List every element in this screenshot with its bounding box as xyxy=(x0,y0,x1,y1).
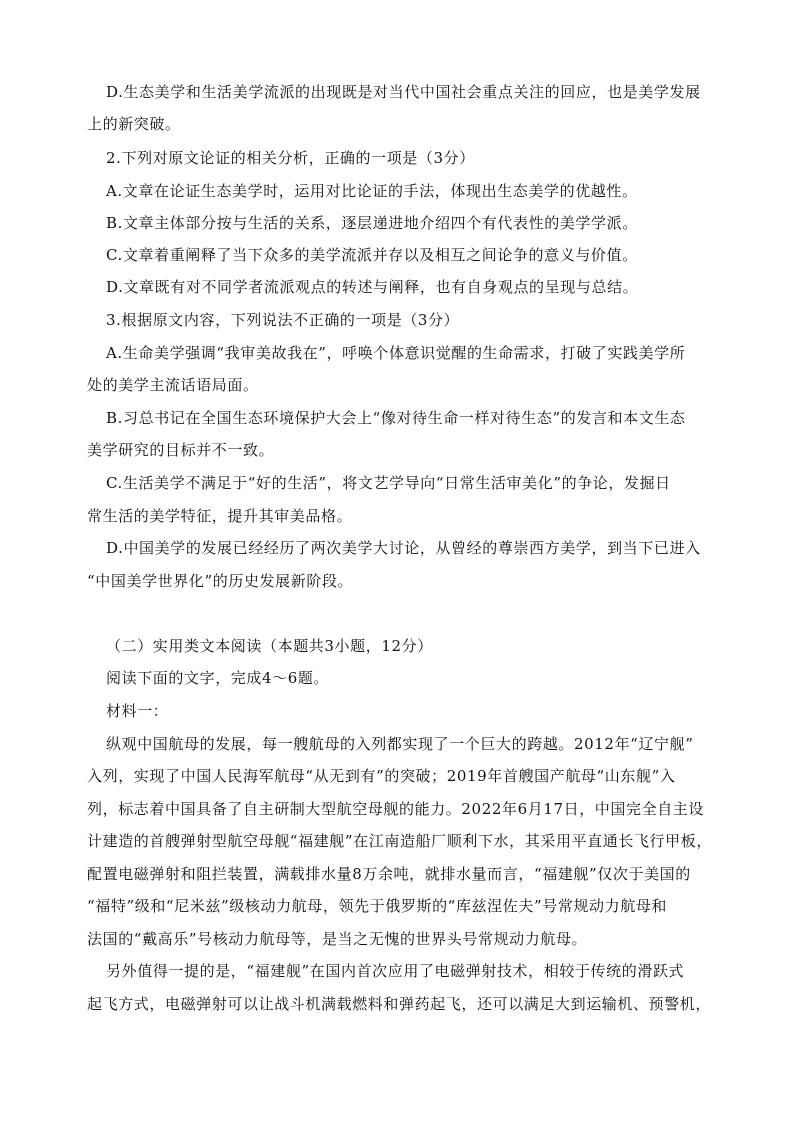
q2-option-b: B.文章主体部分按与生活的关系，逐层递进地介绍四个有代表性的美学学派。 xyxy=(106,214,638,232)
paragraph-1-line-7: 法国的“戴高乐”号核动力航母等，是当之无愧的世界头号常规动力航母。 xyxy=(87,930,588,948)
q3-option-d-line-1: D.中国美学的发展已经经历了两次美学大讨论，从曾经的尊崇西方美学，到当下已进入 xyxy=(106,539,701,557)
section-title: （二）实用类文本阅读（本题共3小题，12分） xyxy=(106,637,433,655)
option-d-line-1: D.生态美学和生活美学流派的出现既是对当代中国社会重点关注的回应，也是美学发展 xyxy=(106,83,701,101)
q3-option-c-line-1: C.生活美学不满足于“好的生活”，将文艺学导向“日常生活审美化”的争论，发掘日 xyxy=(106,474,671,492)
q3-option-a-line-1: A.生命美学强调“我审美故我在”，呼唤个体意识觉醒的生命需求，打破了实践美学所 xyxy=(106,344,686,362)
q3-option-d-line-2: “中国美学世界化”的历史发展新阶段。 xyxy=(87,572,354,590)
reading-instruction: 阅读下面的文字，完成4～6题。 xyxy=(106,669,330,687)
option-d-line-2: 上的新突破。 xyxy=(87,115,181,133)
q3-option-c-line-2: 常生活的美学特征，提升其审美品格。 xyxy=(87,507,353,525)
paragraph-1-line-6: “福特”级和“尼米兹”级核动力航母，领先于俄罗斯的“库兹涅佐夫”号常规动力航母和 xyxy=(87,897,668,915)
q3-option-b-line-1: B.习总书记在全国生态环境保护大会上“像对待生命一样对待生态”的发言和本文生态 xyxy=(106,409,686,427)
paragraph-1-line-4: 计建造的首艘弹射型航空母舰“福建舰”在江南造船厂顺利下水，其采用平直通长飞行甲板， xyxy=(87,832,712,850)
paragraph-1-line-5: 配置电磁弹射和阻拦装置，满载排水量8万余吨，就排水量而言，“福建舰”仅次于美国的 xyxy=(87,865,691,883)
paragraph-2-line-1: 另外值得一提的是，“福建舰”在国内首次应用了电磁弹射技术，相较于传统的滑跃式 xyxy=(106,962,685,980)
q2-option-d: D.文章既有对不同学者流派观点的转述与阐释，也有自身观点的呈现与总结。 xyxy=(106,278,639,296)
paragraph-2-line-2: 起飞方式，电磁弹射可以让战斗机满载燃料和弹药起飞，还可以满足大到运输机、预警机， xyxy=(87,995,712,1013)
question-2: 2.下列对原文论证的相关分析，正确的一项是（3分） xyxy=(106,149,475,167)
paragraph-1-line-3: 列，标志着中国具备了自主研制大型航空母舰的能力。2022年6月17日，中国完全自主设 xyxy=(87,800,705,818)
paragraph-1-line-1: 纵观中国航母的发展，每一艘航母的入列都实现了一个巨大的跨越。2012年“辽宁舰” xyxy=(106,735,694,753)
material-one-heading: 材料一： xyxy=(106,702,169,720)
q3-option-a-line-2: 处的美学主流话语局面。 xyxy=(87,376,259,394)
q2-option-c: C.文章着重阐释了当下众多的美学流派并存以及相互之间论争的意义与价值。 xyxy=(106,246,638,264)
q3-option-b-line-2: 美学研究的目标并不一致。 xyxy=(87,441,275,459)
question-3: 3.根据原文内容，下列说法不正确的一项是（3分） xyxy=(106,311,460,329)
q2-option-a: A.文章在论证生态美学时，运用对比论证的手法，体现出生态美学的优越性。 xyxy=(106,182,638,200)
paragraph-1-line-2: 入列，实现了中国人民海军航母“从无到有”的突破；2019年首艘国产航母“山东舰”入 xyxy=(87,767,676,785)
